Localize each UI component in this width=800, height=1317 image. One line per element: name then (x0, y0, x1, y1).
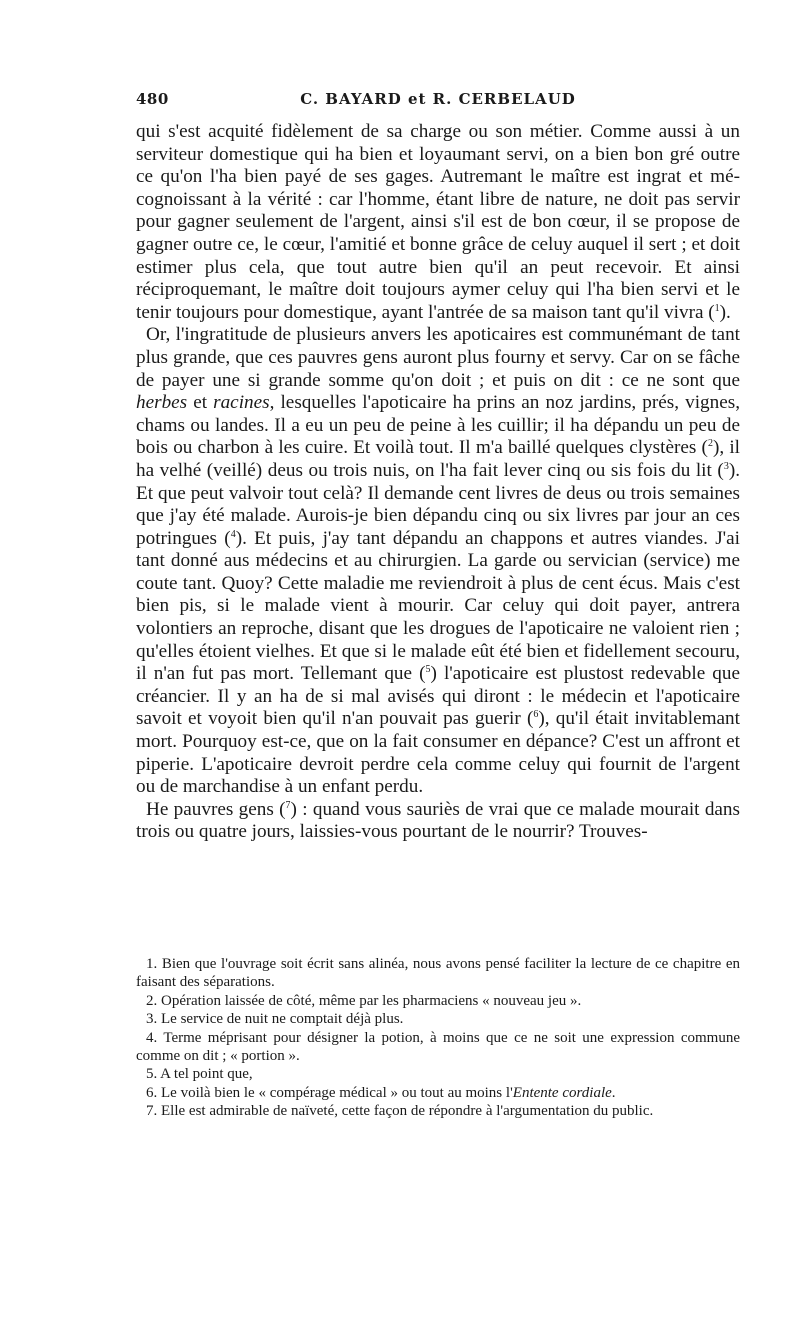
paragraph-2-text-b: , lesquelles l'apoticaire ha prins an noz jardins, prés, vignes, chams ou landes. Il a eu un peu de peine à les cuillir; il ha dépandu un peu de bois ou charbon à les cuire. Et voilà tout. Il m'a baillé quelques clystères ( (136, 392, 740, 459)
footnote-ref-5: 5 (425, 664, 431, 676)
italic-racines: racines (213, 392, 270, 414)
paragraph-3 (136, 799, 740, 844)
footnote-2: 2. Opération laissée de côté, même par les pharmaciens « nouveau jeu ». (146, 992, 582, 1009)
paragraph-2-text-c: ), il ha velhé (veillé) deus ou trois nuis, on l'ha fait lever cinq ou sis fois du lit ( (136, 437, 740, 481)
footnotes (136, 955, 740, 1121)
paragraph-1-end: ). (719, 301, 731, 323)
footnote-7: 7. Elle est admirable de naïveté, cette façon de répondre à l'argumentation du public. (146, 1103, 654, 1120)
footnote-ref-6: 6 (533, 709, 539, 721)
footnote-ref-2: 2 (707, 438, 713, 450)
footnote-ref-7: 7 (285, 799, 291, 811)
running-head: C. BAYARD et R. CERBELAUD (300, 90, 576, 108)
footnote-1: 1. Bien que l'ouvrage soit écrit sans alinéa, nous avons pensé faciliter la lecture de ce chapitre en faisant des séparations. (136, 956, 740, 991)
paragraph-2-text-g: ), qu'il était invitablemant mort. Pourquoy est-ce, que on la fait consumer en dépance? C'est un affront et piperie. L'apoticaire devroit perdre cela comme celuy qui fournit de l'argent ou de marchandise à un enfant perdu. (136, 708, 740, 798)
footnote-6-italic: Entente cordiale (512, 1084, 612, 1101)
paragraph-2-text-a: Or, l'ingratitude de plusieurs anvers les apoticaires est communémant de tant plus grande, que ces pauvres gens auront plus fourny et servy. Car on se fâche de payer une si grande somme qu'on doit ; et puis on dit : ce ne sont que (136, 324, 740, 391)
paragraph-2-text-d: ). Et que peut valvoir tout celà? Il demande cent livres de deus ou trois semaines que j'ay été malade. Aurois-je bien dépandu cinq ou six livres par jour an ces potringues ( (136, 459, 740, 549)
paragraph-1-text: qui s'est acquité fidèlement de sa charge ou son métier. Comme aussi à un serviteur domestique qui ha bien et loyaumant servi, on a bien bon gré outre ce qu'on l'ha bien payé de ses gages. Autremant le maître est ingrat et mé-cognoissant à la vérité : car l'homme, étant libre de nature, ne doit pas servir pour gagner seulement de l'argent, ainsi s'il est de bon cœur, il se propose de gagner outre ce, le cœur, l'amitié et bonne grâce de celuy auquel il sert ; et doit estimer plus cela, que tout autre bien qu'il an peut recevoir. Et ainsi réciproquemant, le maître doit toujours aymer celuy qui l'ha bien servi et le tenir toujours pour domestique, ayant l'antrée de sa maison tant qu'il vivra ( (136, 121, 740, 323)
footnote-6 (136, 1084, 740, 1102)
footnote-ref-3: 3 (723, 460, 729, 472)
page-header (136, 90, 740, 114)
main-text (136, 121, 740, 844)
paragraph-3-text-b: ) : quand vous sauriès de vrai que ce malade mourait dans trois ou quatre jours, laissies-vous pourtant de le nourrir? Trouves- (136, 798, 740, 843)
footnote-ref-4: 4 (230, 528, 236, 540)
paragraph-2-text-e: ). Et puis, j'ay tant dépandu an chappons et autres viandes. J'ai tant donné aus médecins et au chirurgien. La garde ou servician (service) me coute tant. Quoy? Cette maladie me reviendroit à plus de cent écus. Mais c'est bien pis, si le malade vient à mourir. Car celuy qui doit payer, antrera volontiers an reproche, disant que les drogues de l'apoticaire ne valoient rien ; qu'elles étoient vielhes. Et que si le malade eût été bien et fidellement secouru, il n'an fut pas mort. Tellemant que ( (136, 527, 740, 685)
page-number: 480 (136, 90, 169, 108)
paragraph-1 (136, 121, 740, 324)
italic-herbes: herbes (136, 392, 188, 414)
footnote-6-text-a: 6. Le voilà bien le « compérage médical » ou tout au moins l' (146, 1084, 513, 1101)
paragraph-2 (136, 324, 740, 798)
footnote-3: 3. Le service de nuit ne comptait déjà plus. (146, 1011, 404, 1028)
footnote-ref-1: 1 (714, 302, 720, 314)
paragraph-2-et: et (187, 392, 214, 414)
footnote-5: 5. A tel point que, (146, 1066, 253, 1083)
footnote-6-text-b: . (611, 1084, 616, 1101)
paragraph-3-text-a: He pauvres gens ( (146, 798, 286, 820)
paragraph-2-text-f: ) l'apoticaire est plustost redevable que créancier. Il y an ha de si mal avisés qui diront : le médecin et l'apoticaire savoit et voyoit bien qu'il n'an pouvait pas guerir ( (136, 663, 741, 730)
footnote-4: 4. Terme méprisant pour désigner la potion, à moins que ce ne soit une expression commune comme on dit ; « portion ». (136, 1029, 740, 1065)
